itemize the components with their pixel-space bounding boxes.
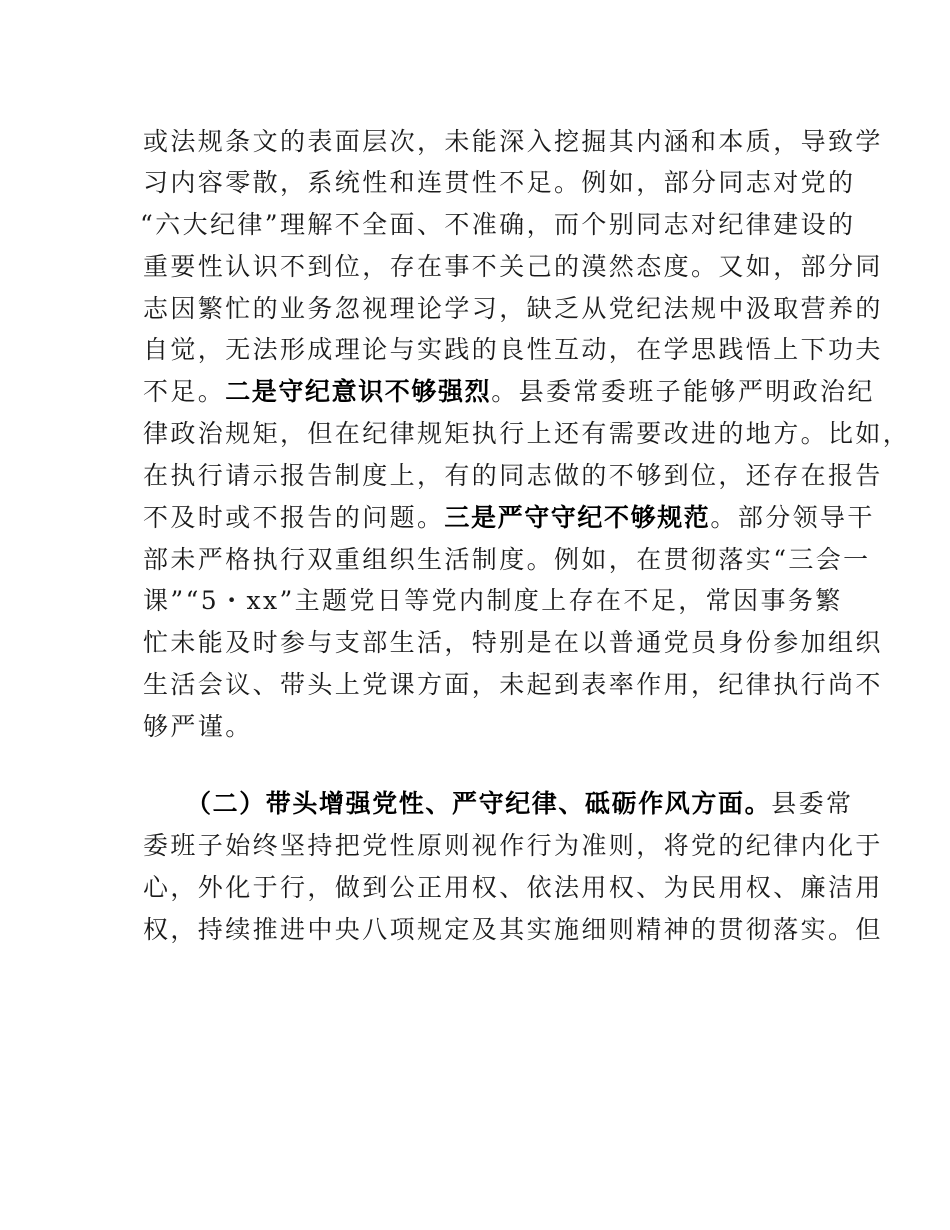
text-line: 重要性认识不到位，存在事不关己的漠然态度。又如，部分同 (143, 252, 883, 281)
text-line: “六大纪律”理解不全面、不准确，而个别同志对纪律建设的 (140, 210, 856, 239)
text-line: 律政治规矩，但在纪律规矩执行上还有需要改进的地方。比如， (143, 419, 911, 448)
text-line: 够严谨。 (143, 712, 253, 741)
text-line (143, 375, 875, 409)
text-line: 忙未能及时参与支部生活，特别是在以普通党员身份参加组织 (143, 628, 883, 657)
text-segment: 县委常 (771, 789, 854, 818)
text-line: 志因繁忙的业务忽视理论学习，缺乏从党纪法规中汲取营养的 (143, 294, 883, 323)
text-line: 生活会议、带头上党课方面，未起到表率作用，纪律执行尚不 (143, 670, 883, 699)
text-segment: 不及时或不报告的问题。 (143, 503, 445, 532)
bold-point-heading: 三是严守守纪不够规范 (444, 503, 711, 532)
text-segment: 不足。 (143, 377, 226, 406)
text-line: 课”“5・xx”主题党日等党内制度上存在不足，常因事务繁 (143, 586, 843, 615)
section-heading: （二）带头增强党性、严守纪律、砥砺作风方面。 (186, 789, 772, 818)
text-line: 委班子始终坚持把党性原则视作行为准则，将党的纪律内化于 (143, 831, 883, 860)
text-line: 权，持续推进中央八项规定及其实施细则精神的贯彻落实。但 (143, 915, 883, 944)
text-line: 习内容零散，系统性和连贯性不足。例如，部分同志对党的 (143, 168, 856, 197)
text-line: 或法规条文的表面层次，未能深入挖掘其内涵和本质，导致学 (143, 127, 883, 156)
text-line (143, 501, 875, 535)
text-line: 部未严格执行双重组织生活制度。例如，在贯彻落实“三会一 (143, 545, 871, 574)
bold-point-heading: 二是守纪意识不够强烈 (225, 377, 492, 406)
section-heading-line (186, 787, 853, 821)
text-segment: 。部分领导干 (710, 503, 875, 532)
text-segment: 。县委常委班子能够严明政治纪 (491, 377, 875, 406)
text-line: 心，外化于行，做到公正用权、依法用权、为民用权、廉洁用 (143, 873, 883, 902)
text-line: 在执行请示报告制度上，有的同志做的不够到位，还存在报告 (143, 461, 883, 490)
text-line: 自觉，无法形成理论与实践的良性互动，在学思践悟上下功夫 (143, 335, 883, 364)
